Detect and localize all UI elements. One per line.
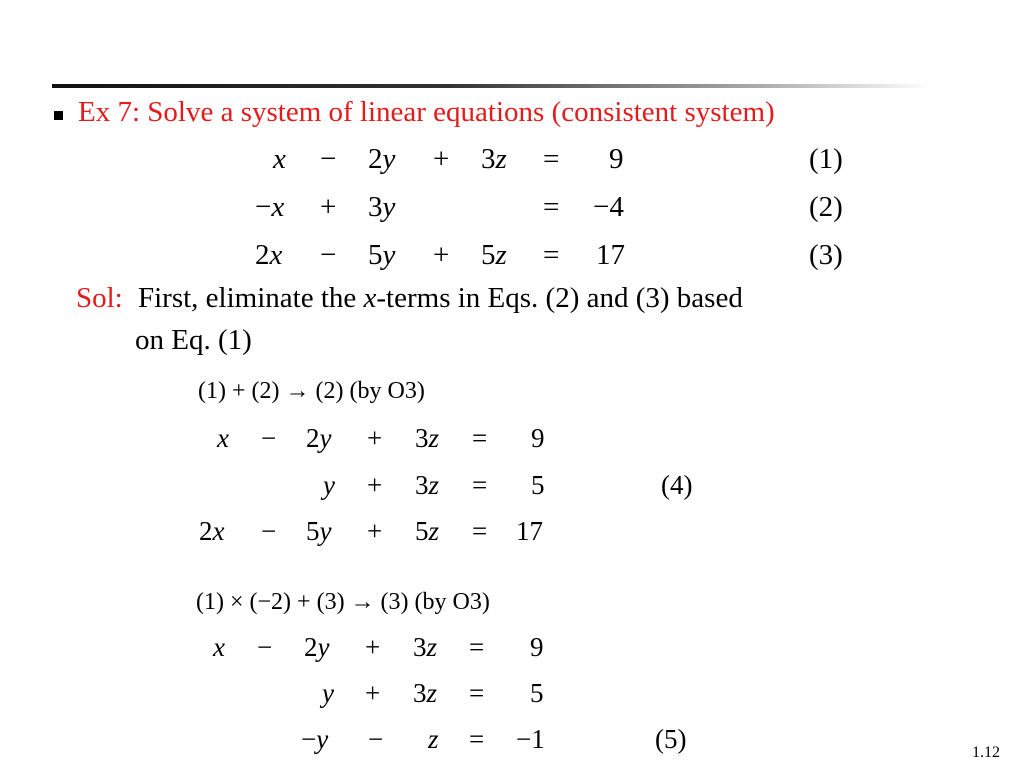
eq3-x: 2x xyxy=(255,239,283,271)
page-number: 1.12 xyxy=(972,744,1000,761)
eq3-op1: − xyxy=(320,239,337,271)
s2-r2-op2: + xyxy=(365,678,381,708)
s1-r1-op1: − xyxy=(261,423,277,453)
s1-r2-op2: + xyxy=(367,470,383,500)
s1-r1-x: x xyxy=(217,423,229,453)
s2-r2-rhs: 5 xyxy=(530,678,544,708)
step1-operation: (1) + (2) → (2) (by O3) xyxy=(198,378,425,404)
s1-r2-equals: = xyxy=(472,470,488,500)
eq3-z: 5z xyxy=(481,239,507,271)
s1-r2-rhs: 5 xyxy=(531,470,545,500)
eq1-x: x xyxy=(273,143,286,175)
eq3-label: (3) xyxy=(809,239,843,271)
s2-r3-z: z xyxy=(428,724,439,754)
eq1-label: (1) xyxy=(809,143,843,175)
s2-r1-rhs: 9 xyxy=(530,632,544,662)
s1-r2-y: y xyxy=(323,470,335,500)
bullet-icon xyxy=(54,111,63,120)
s2-r1-op1: − xyxy=(257,632,273,662)
eq1-z: 3z xyxy=(481,143,507,175)
s1-r2-z: 3z xyxy=(415,470,440,500)
sol-label: Sol: xyxy=(76,282,123,314)
eq2-rhs: −4 xyxy=(593,191,624,223)
s1-r2-label: (4) xyxy=(661,470,693,500)
s2-r1-z: 3z xyxy=(413,632,438,662)
eq2-label: (2) xyxy=(809,191,843,223)
s2-r3-y: −y xyxy=(301,724,329,754)
s1-r1-rhs: 9 xyxy=(531,423,545,453)
eq2-op1: + xyxy=(320,191,337,223)
step2-operation: (1) × (−2) + (3) → (3) (by O3) xyxy=(196,589,490,615)
s2-r2-z: 3z xyxy=(413,678,438,708)
s1-r3-equals: = xyxy=(472,516,488,546)
s2-r1-op2: + xyxy=(365,632,381,662)
s1-r3-rhs: 17 xyxy=(516,516,543,546)
slide-title: Ex 7: Solve a system of linear equations (consistent system) xyxy=(78,96,775,128)
eq1-equals: = xyxy=(543,143,560,175)
s1-r3-op2: + xyxy=(367,516,383,546)
s2-r3-rhs: −1 xyxy=(516,724,545,754)
s2-r3-op2: − xyxy=(368,724,384,754)
eq1-rhs: 9 xyxy=(609,143,624,175)
eq3-equals: = xyxy=(543,239,560,271)
eq1-op1: − xyxy=(320,143,337,175)
s1-r1-y: 2y xyxy=(306,423,332,453)
s2-r1-y: 2y xyxy=(304,632,330,662)
s2-r2-y: y xyxy=(322,678,334,708)
s2-r2-equals: = xyxy=(469,678,485,708)
s1-r3-y: 5y xyxy=(306,516,332,546)
eq1-y: 2y xyxy=(368,143,396,175)
eq1-op2: + xyxy=(433,143,450,175)
sol-line-2: on Eq. (1) xyxy=(135,324,252,356)
title-divider xyxy=(52,84,932,88)
s1-r1-z: 3z xyxy=(415,423,440,453)
eq3-rhs: 17 xyxy=(596,239,625,271)
eq2-y: 3y xyxy=(368,191,396,223)
s2-r1-x: x xyxy=(213,632,225,662)
s1-r1-op2: + xyxy=(367,423,383,453)
eq2-x: −x xyxy=(255,191,285,223)
s2-r3-equals: = xyxy=(469,724,485,754)
s2-r1-equals: = xyxy=(469,632,485,662)
s1-r3-op1: − xyxy=(261,516,277,546)
s1-r3-x: 2x xyxy=(199,516,225,546)
s1-r3-z: 5z xyxy=(415,516,440,546)
eq3-op2: + xyxy=(433,239,450,271)
eq3-y: 5y xyxy=(368,239,396,271)
eq2-equals: = xyxy=(543,191,560,223)
sol-line-1: First, eliminate the x-terms in Eqs. (2) and (3) based xyxy=(138,282,743,314)
s2-r3-label: (5) xyxy=(655,724,687,754)
s1-r1-equals: = xyxy=(472,423,488,453)
